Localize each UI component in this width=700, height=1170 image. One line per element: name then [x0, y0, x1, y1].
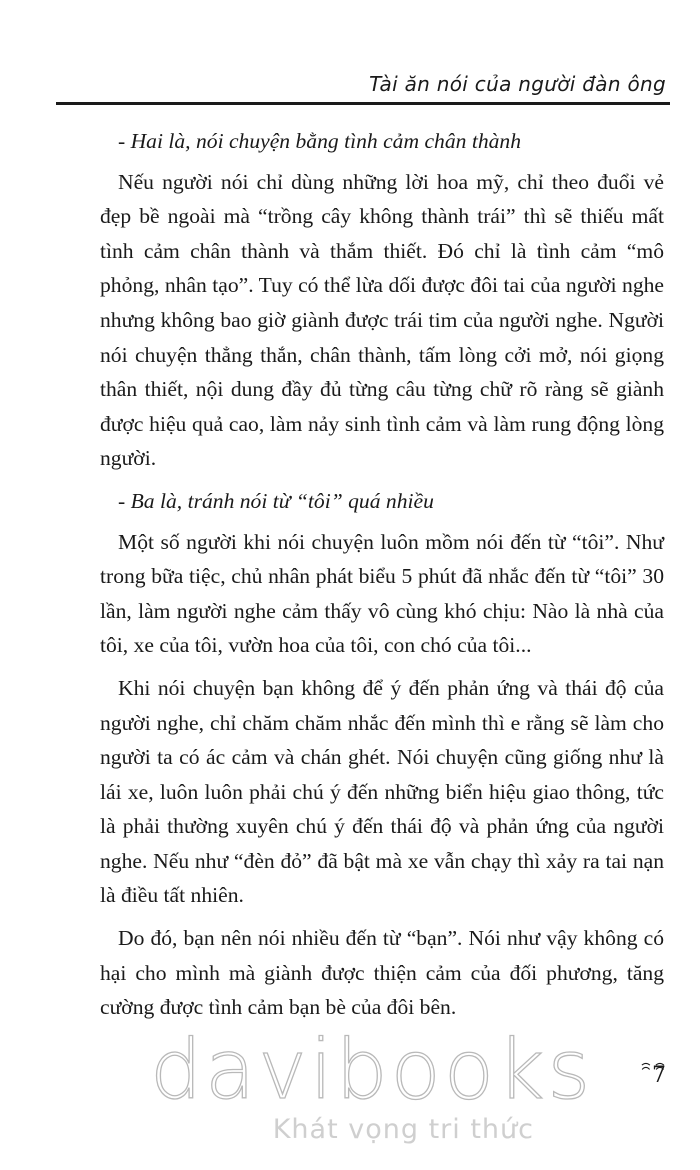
- subheading: - Hai là, nói chuyện bằng tình cảm chân thành: [118, 129, 522, 153]
- paragraph: Do đó, bạn nên nói nhiều đến từ “bạn”. Nói như vậy không có hại cho mình mà giành được thiện cảm của đối phương, tăng cường được tình cảm bạn bè của đôi bên.: [100, 926, 664, 1020]
- watermark: [150, 1023, 594, 1145]
- running-header: [56, 70, 670, 105]
- paragraph: Nếu người nói chỉ dùng những lời hoa mỹ, chỉ theo đuổi vẻ đẹp bề ngoài mà “trồng cây không thành trái” thì sẽ thiếu mất tình cảm chân thành và thắm thiết. Đó chỉ là tình cảm “mô phỏng, nhân tạo”. Tuy có thể lừa dối được đôi tai của người nghe nhưng không bao giờ giành được trái tim của người nghe. Người nói chuyện thẳng thắn, chân thành, tấm lòng cởi mở, nói giọng thân thiết, nội dung đầy đủ từng câu từng chữ rõ ràng sẽ giành được hiệu quả cao, làm nảy sinh tình cảm và làm rung động lòng người.: [100, 169, 664, 471]
- watermark-tagline: Khát vọng tri thức: [272, 1114, 534, 1145]
- page-body: [100, 118, 664, 1033]
- subheading: - Ba là, tránh nói từ “tôi” quá nhiều: [118, 488, 434, 513]
- running-title: Tài ăn nói của người đàn ông: [369, 72, 666, 96]
- paragraph: Khi nói chuyện bạn không để ý đến phản ứng và thái độ của người nghe, chỉ chăm chăm nhắc đến mình thì e rằng sẽ làm cho người ta có ác cảm và chán ghét. Nói chuyện cũng giống như là lái xe, luôn luôn phải chú ý đến những biển hiệu giao thông, tức là phải thường xuyên chú ý đến thái độ và phản ứng của người nghe. Nếu như “đèn đỏ” đã bật mà xe vẫn chạy thì xảy ra tai nạn là điều tất nhiên.: [100, 675, 664, 908]
- watermark-logo: davibooks: [150, 1023, 594, 1118]
- paragraph: Một số người khi nói chuyện luôn mồm nói đến từ “tôi”. Như trong bữa tiệc, chủ nhân phát biểu 5 phút đã nhắc đến từ “tôi” 30 lần, làm người nghe cảm thấy vô cùng khó chịu: Nào là nhà của tôi, xe của tôi, vườn hoa của tôi, con chó của tôi...: [100, 529, 664, 658]
- page-number: ꩰ7ꩰ: [652, 1063, 666, 1088]
